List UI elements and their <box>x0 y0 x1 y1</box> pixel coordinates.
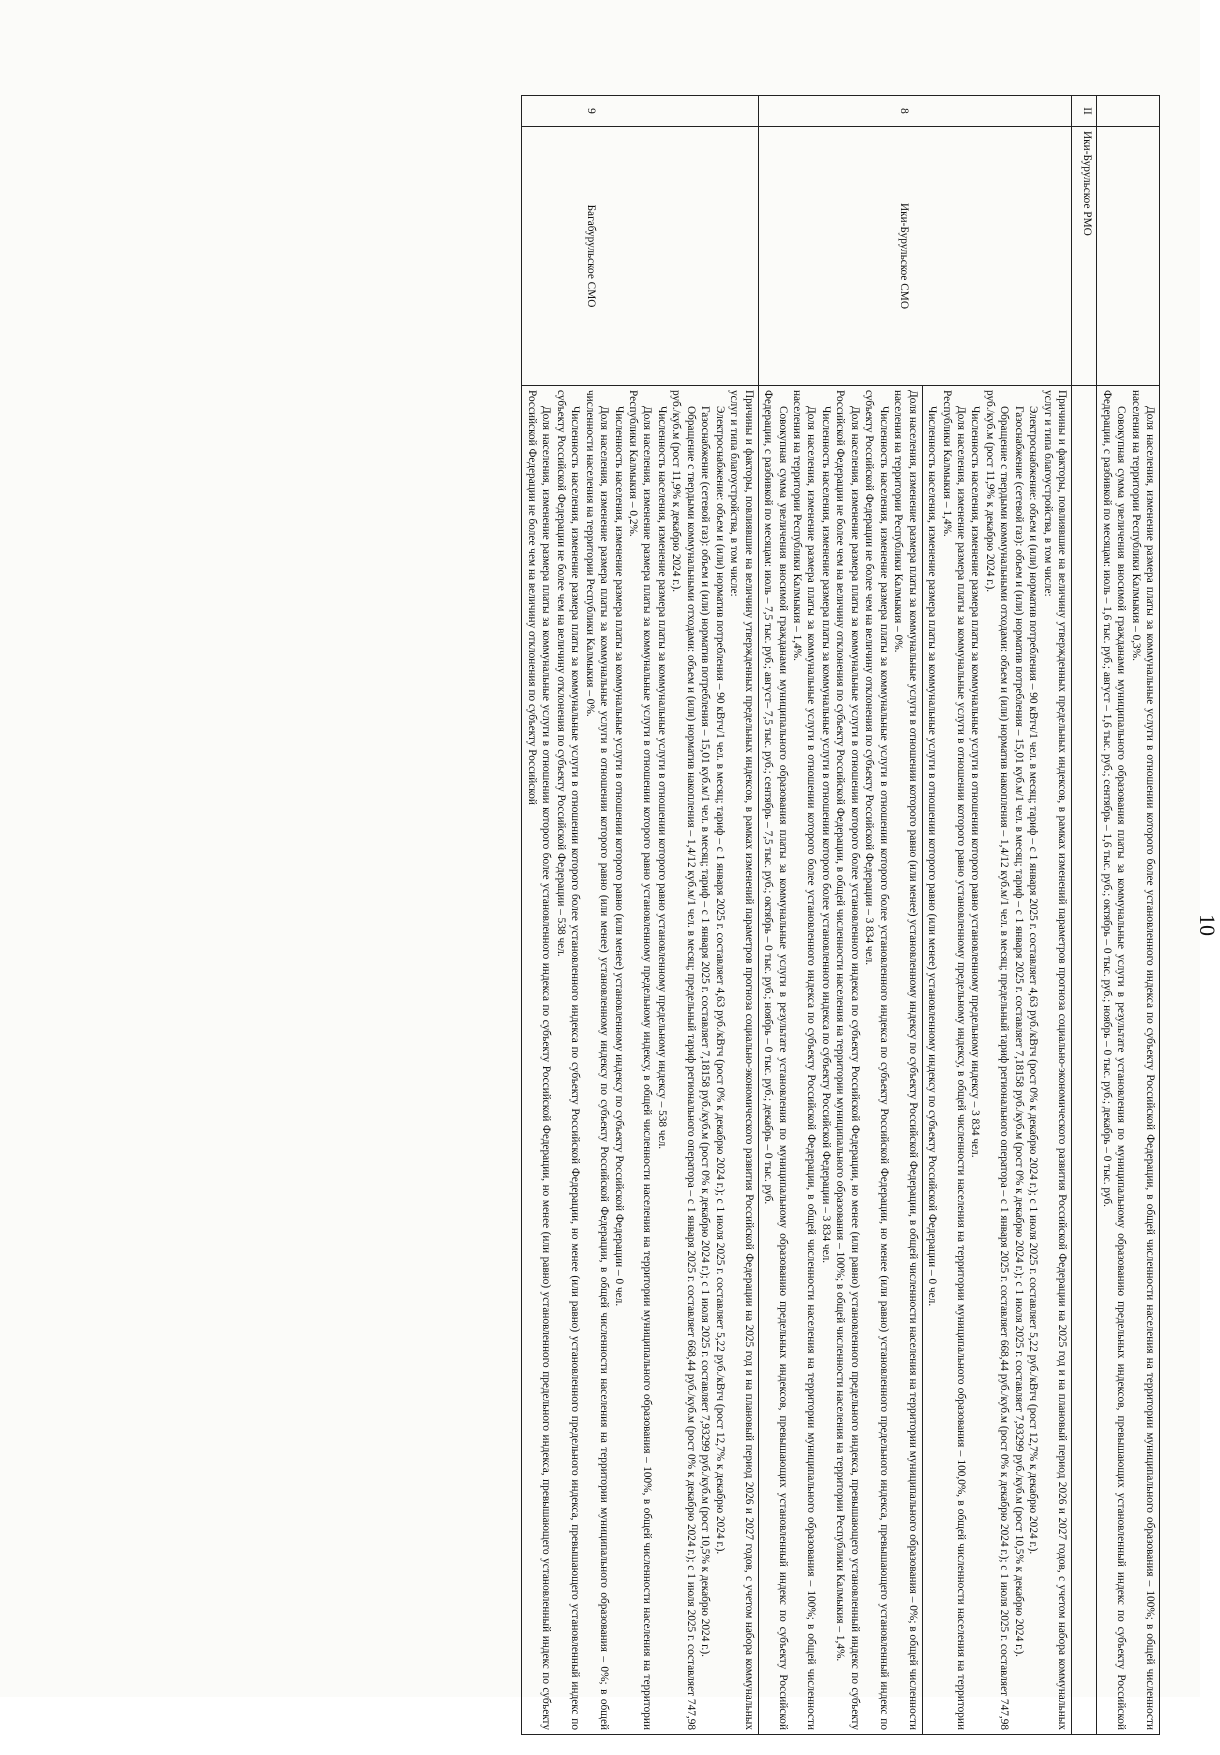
paragraph: Обращение с твердыми коммунальными отходами: объем и (или) норматив накопления – 1,4/12 куб.м/1 чел. в месяц; предельный тариф регионального оператора – с 1 января 2025 г. составляет 668,44 руб./куб.м (рост 0% к декабрю 2024 г.); с 1 июля 2025 г. составляет 747,98 руб./куб.м (рост 11,9% к декабрю 2024 г.). <box>983 390 1011 1730</box>
paragraph: Причины и факторы, повлиявшие на величину утвержденных предельных индексов, в рамках изменений параметров прогноза социально-экономического развития Российской Федерации на 2025 год и на плановый период 2026 и 2027 годов, с учетом набора коммунальных услуг и типа благоустройства, в том числе: <box>1041 390 1069 1730</box>
section-empty-cell <box>1072 386 1097 1735</box>
paragraph: Численность населения, изменение размера платы за коммунальные услуги в отношении которого более установленного индекса по субъекту Российской Федерации, но менее (или равно) установленного предельного индекса, превышающего установленный индекс по субъекту Российской Федерации не более чем на величину отклонения по субъекту Российской Федерации – 3 834 чел. <box>863 390 890 1730</box>
paragraph: Доля населения, изменение размера платы за коммунальные услуги в отношении которого более установленного индекса по субъекту Российской Федерации, в общей численности населения на территории муниципального образования – 100%; в общей численности населения на территории Республики Калмыкия – 0,3%. <box>1129 390 1156 1730</box>
paragraph: Газоснабжение (сетевой газ): объем и (или) норматив потребления – 15,01 куб.м/1 чел. в месяц; тариф – с 1 января 2025 г. составляет 7,18158 руб./куб.м (рост 0% к декабрю 2024 г.); с 1 июля 2025 г. составляет 7,93299 руб./куб.м (рост 10,5% к декабрю 2024 г.). <box>1012 406 1025 1657</box>
row-name-cell: Ики-Бурульское СМО <box>758 127 1072 386</box>
paragraph: Доля населения, изменение размера платы за коммунальные услуги в отношении которого более установленного индекса по субъекту Российской Федерации, но менее (или равно) установленного предельного индекса, превышающего установленный индекс по субъекту Российской Федерации не более чем на величину отклонения по субъекту Российской <box>525 390 553 1730</box>
paragraph: Численность населения, изменение размера платы за коммунальные услуги в отношении которого равно (или менее) установленному индексу по субъекту Российской Федерации – 0 чел. <box>612 406 625 1307</box>
section-name: Ики-Бурульское РМО <box>1072 127 1097 386</box>
row-number-cell: 8 <box>758 96 1072 127</box>
paragraph: Численность населения, изменение размера платы за коммунальные услуги в отношении которого более установленного индекса по субъекту Российской Федерации, но менее (или равно) установленного предельного индекса, превышающего установленный индекс по субъекту Российской Федерации не более чем на величину отклонения по субъекту Российской Федерации – 538 чел. <box>554 390 582 1730</box>
row-number-cell <box>1097 96 1160 127</box>
paragraph: Доля населения, изменение размера платы за коммунальные услуги в отношении которого более установленного индекса по субъекту Российской Федерации, в общей численности населения на территории муниципального образования – 100%; в общей численности населения на территории Республики Калмыкия – 1,4%. <box>791 390 818 1730</box>
row-number-cell: 9 <box>522 96 758 127</box>
paragraph: Численность населения, изменение размера платы за коммунальные услуги в отношении которого равно (или менее) установленному индексу по субъекту Российской Федерации – 0 чел. <box>926 406 939 1307</box>
table-row-continued <box>1097 96 1160 1735</box>
paragraph: Совокупная сумма увеличения вносимой гражданами муниципального образования платы за коммунальные услуги в результате установления по муниципальному образованию предельных индексов, превышающих установленный индекс по субъекту Российской Федерации, с разбивкой по месяцам: июль – 1,6 тыс. руб.; август – 1,6 тыс. руб.; сентябрь – 1,6 тыс. руб.; октябрь – 0 тыс. руб.; ноябрь – 0 тыс. руб.; декабрь – 0 тыс. руб. <box>1100 390 1128 1730</box>
paragraph: Численность населения, изменение размера платы за коммунальные услуги в отношении которого более установленного индекса по субъекту Российской Федерации – 3 834 чел. <box>819 406 832 1264</box>
paragraph: Доля населения, изменение размера платы за коммунальные услуги в отношении которого более установленного индекса по субъекту Российской Федерации, но менее (или равно) установленного предельного индекса, превышающего установленный индекс по субъекту Российской Федерации не более чем на величину отклонения по субъекту Российской Федерации, в общей численности населения на территории муниципального образования – 100%; в общей численности населения на территории Республики Калмыкия – 1,4%. <box>834 390 861 1730</box>
paragraph: Доля населения, изменение размера платы за коммунальные услуги в отношении которого равно установленному предельному индексу, в общей численности населения на территории муниципального образования – 100,0%, в общей численности населения на территории Республики Калмыкия – 1,4%. <box>940 390 968 1730</box>
paragraph: Доля населения, изменение размера платы за коммунальные услуги в отношении которого равно установленному предельному индексу, в общей численности населения на территории муниципального образования – 100%, в общей численности населения на территории Республики Калмыкия – 0,2%. <box>627 390 654 1730</box>
page-number: 10 <box>1195 914 1220 936</box>
paragraph: Доля населения, изменение размера платы за коммунальные услуги в отношении которого равно (или менее) установленному индексу по субъекту Российской Федерации, в общей численности населения на территории муниципального образования – 0%; в общей численности населения на территории Республики Калмыкия – 0%. <box>892 390 919 1730</box>
row-name-cell <box>1097 127 1160 386</box>
row-text-cell <box>758 386 922 1735</box>
row-name-cell: Багабурульское СМО <box>522 127 758 386</box>
paragraph: Электроснабжение: объем и (или) норматив потребления – 90 кВтч/1 чел. в месяц; тариф – с 1 января 2025 г. составляет 4,63 руб./кВтч (рост 0% к декабрю 2024 г.); с 1 июля 2025 г. составляет 5,22 руб./кВтч (рост 12,7% к декабрю 2024 г.). <box>713 406 726 1555</box>
table-row <box>922 96 1072 1735</box>
paragraph: Газоснабжение (сетевой газ): объем и (или) норматив потребления – 15,01 куб.м/1 чел. в месяц; тариф – с 1 января 2025 г. составляет 7,18158 руб./куб.м (рост 0% к декабрю 2024 г.); с 1 июля 2025 г. составляет 7,93299 руб./куб.м (рост 10,5% к декабрю 2024 г.). <box>699 406 712 1657</box>
paragraph: Доля населения, изменение размера платы за коммунальные услуги в отношении которого равно (или менее) установленному индексу по субъекту Российской Федерации, в общей численности населения на территории муниципального образования – 0%; в общей численности населения на территории Республики Калмыкия – 0%. <box>583 390 611 1730</box>
paragraph: Электроснабжение: объем и (или) норматив потребления – 90 кВтч/1 чел. в месяц; тариф – с 1 января 2025 г. составляет 4,63 руб./кВтч (рост 0% к декабрю 2024 г.); с 1 июля 2025 г. составляет 5,22 руб./кВтч (рост 12,7% к декабрю 2024 г.). <box>1027 406 1040 1555</box>
row-text-cell <box>1097 386 1160 1735</box>
section-number: II <box>1072 96 1097 127</box>
rotated-page-content <box>140 95 1220 1755</box>
table-row <box>522 96 758 1735</box>
row-text-cell <box>522 386 758 1735</box>
paragraph: Причины и факторы, повлиявшие на величину утвержденных предельных индексов, в рамках изменений параметров прогноза социально-экономического развития Российской Федерации на 2025 год и на плановый период 2026 и 2027 годов, с учетом набора коммунальных услуг и типа благоустройства, в том числе: <box>728 390 755 1730</box>
document-table <box>521 95 1160 1735</box>
section-header-row <box>1072 96 1097 1735</box>
paragraph: Численность населения, изменение размера платы за коммунальные услуги в отношении которого равно установленному предельному индексу – 3 834 чел. <box>969 406 982 1158</box>
paragraph: Обращение с твердыми коммунальными отходами: объем и (или) норматив накопления – 1,4/12 куб.м/1 чел. в месяц; предельный тариф регионального оператора – с 1 января 2025 г. составляет 668,44 руб./куб.м (рост 0% к декабрю 2024 г.); с 1 июля 2025 г. составляет 747,98 руб./куб.м (рост 11,9% к декабрю 2024 г.). <box>670 390 697 1730</box>
paragraph: Численность населения, изменение размера платы за коммунальные услуги в отношении которого равно установленному предельному индексу – 538 чел. <box>655 406 668 1150</box>
paragraph: Совокупная сумма увеличения вносимой гражданами муниципального образования платы за коммунальные услуги в результате установления по муниципальному образованию предельных индексов, превышающих установленный индекс по субъекту Российской Федерации, с разбивкой по месяцам: июль – 7,5 тыс. руб.; август– 7,5 тыс. руб.; сентябрь – 7,5 тыс. руб.; октябрь – 0 тыс. руб.; ноябрь – 0 тыс. руб.; декабрь – 0 тыс. руб. <box>762 390 789 1730</box>
row-text-cell <box>922 386 1072 1735</box>
